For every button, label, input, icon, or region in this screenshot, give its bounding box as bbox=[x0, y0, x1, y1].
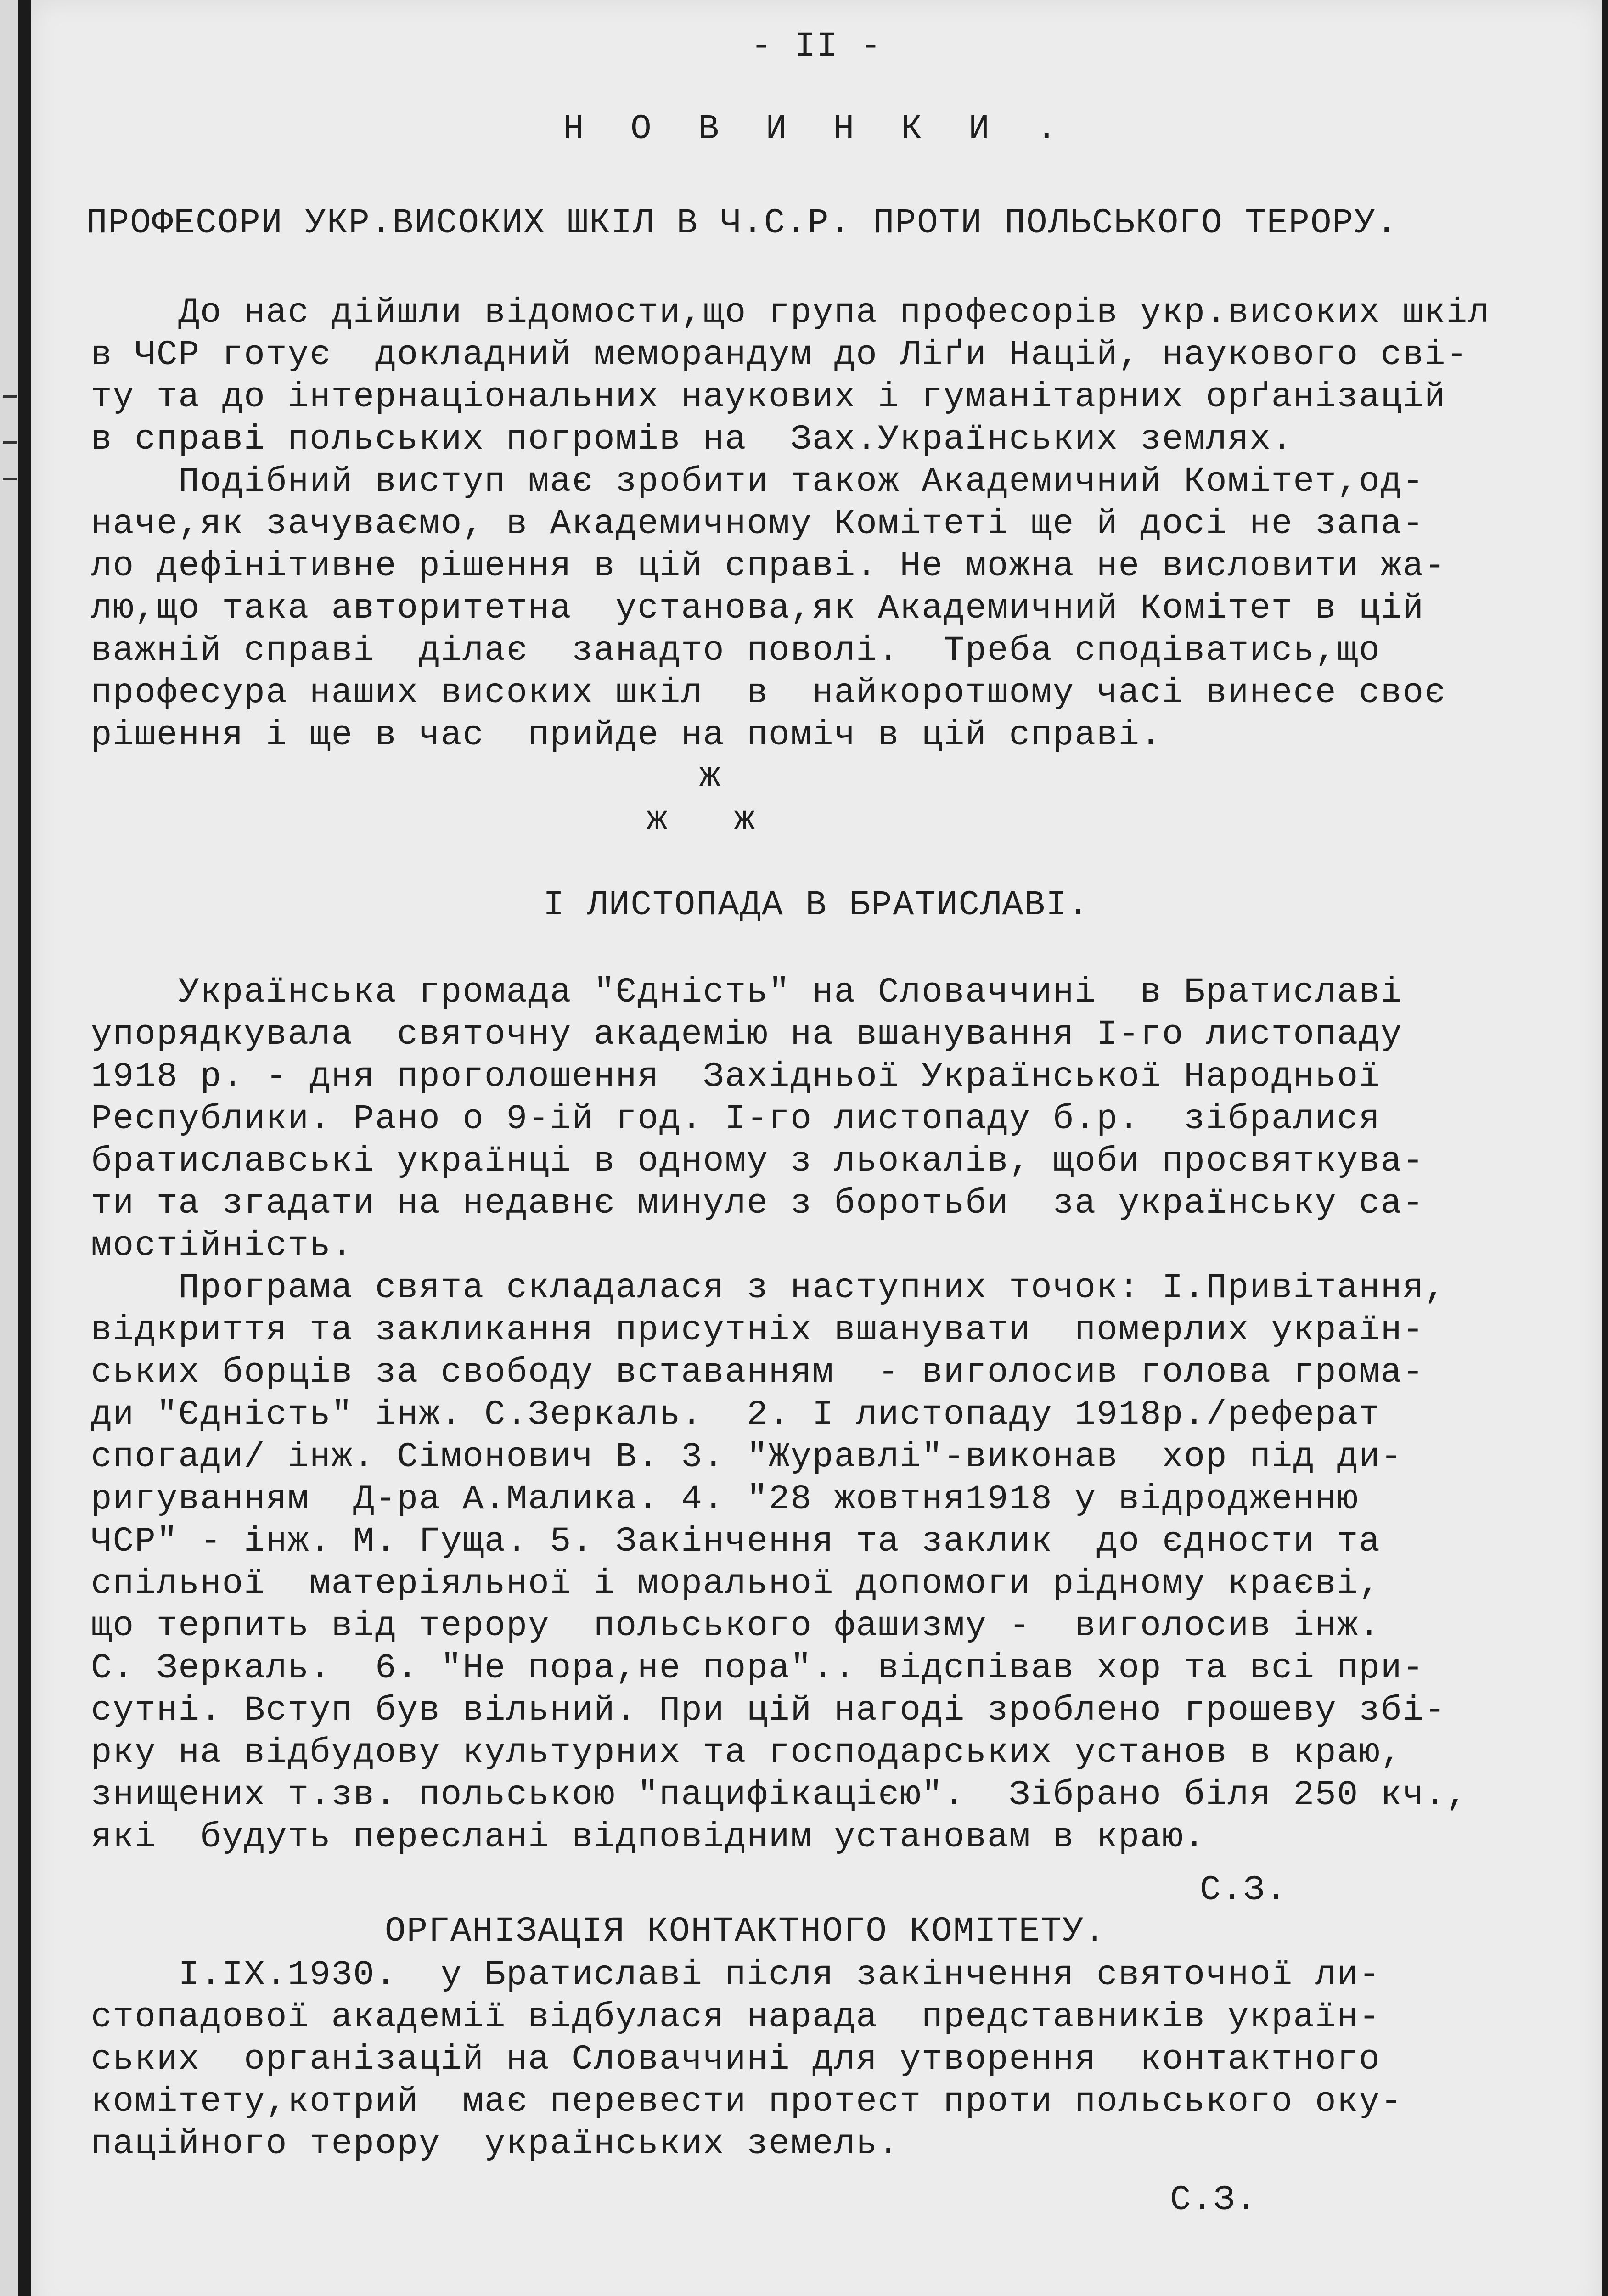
separator-top: ж bbox=[699, 757, 721, 796]
text-line: які будуть переслані відповідним установам в краю. bbox=[91, 1818, 1206, 1857]
text-line: братиславські українці в одному з льокалів, щоби просвяткува- bbox=[91, 1142, 1425, 1181]
text-line: I.IX.1930. у Братиславі після закінчення святочної ли- bbox=[91, 1955, 1381, 1995]
text-line: 1918 р. - дня проголошення Західньої Української Народньої bbox=[91, 1057, 1381, 1097]
text-line: ло дефінітивне рішення в цій справі. Не можна не висловити жа- bbox=[91, 546, 1446, 586]
article-heading-november: I ЛИСТОПАДА В БРАТИСЛАВІ. bbox=[543, 885, 1090, 925]
text-line: професура наших високих шкіл в найкоротшому часі винесе своє bbox=[91, 673, 1446, 713]
signature-committee: С.З. bbox=[1170, 2180, 1258, 2220]
section-title: Н О В И Н К И . bbox=[562, 109, 1070, 149]
text-line: Українська громада "Єдність" на Словаччині в Братиславі bbox=[91, 973, 1403, 1012]
text-line: комітету,котрий має перевести протест проти польського оку- bbox=[91, 2082, 1403, 2122]
text-line: що терпить від терору польського фашизму - виголосив інж. bbox=[91, 1606, 1381, 1646]
text-line: сутні. Вступ був вільний. При цій нагоді зроблено грошеву збі- bbox=[91, 1691, 1446, 1730]
text-line: спогади/ інж. Сімонович В. 3. "Журавлі"-виконав хор під ди- bbox=[91, 1437, 1403, 1477]
text-line: Програма свята складалася з наступних точок: I.Привітання, bbox=[91, 1268, 1446, 1308]
text-line: ригуванням Д-ра А.Малика. 4. "28 жовтня1918 у відродженню bbox=[91, 1480, 1359, 1519]
text-line: ЧСР" - інж. М. Гуща. 5. Закінчення та заклик до єдности та bbox=[91, 1522, 1381, 1561]
text-line: ських організацій на Словаччині для утворення контактного bbox=[91, 2040, 1381, 2079]
text-line: в справі польських погромів на Зах.Українських землях. bbox=[91, 420, 1293, 459]
text-line: паційного терору українських земель. bbox=[91, 2124, 900, 2164]
edge-mark bbox=[3, 478, 17, 480]
text-line: наче,як зачуваємо, в Академичному Комітеті ще й досі не запа- bbox=[91, 504, 1425, 544]
text-line: Подібний виступ має зробити також Академичний Комітет,од- bbox=[91, 462, 1425, 501]
text-line: ту та до інтернаціональних наукових і гуманітарних орґанізацій bbox=[91, 377, 1446, 417]
text-line: в ЧСР готує докладний меморандум до Ліґи Націй, наукового сві- bbox=[91, 335, 1468, 375]
signature-november: С.З. bbox=[1200, 1870, 1288, 1910]
article-heading-professors: ПРОФЕСОРИ УКР.ВИСОКИХ ШКІЛ В Ч.С.Р. ПРОТИ ПОЛЬСЬКОГО ТЕРОРУ. bbox=[86, 203, 1398, 243]
text-line: рку на відбудову культурних та господарських установ в краю, bbox=[91, 1733, 1403, 1773]
text-line: ди "Єдність" інж. С.Зеркаль. 2. I листопаду 1918р./реферат bbox=[91, 1395, 1381, 1435]
text-line: відкриття та закликання присутніх вшанувати померлих україн- bbox=[91, 1311, 1425, 1350]
text-line: упорядкувала святочну академію на вшанування I-го листопаду bbox=[91, 1015, 1403, 1054]
text-line: знищених т.зв. польською "пацифікацією". Зібрано біля 250 кч., bbox=[91, 1775, 1468, 1815]
text-line: лю,що така авторитетна установа,як Академичний Комітет в цій bbox=[91, 589, 1425, 628]
page-number: - II - bbox=[751, 27, 882, 66]
separator-bottom: ж ж bbox=[647, 800, 756, 840]
text-line: важній справі ділає занадто поволі. Треба сподіватись,що bbox=[91, 631, 1381, 670]
article-heading-committee: ОРГАНІЗАЦІЯ КОНТАКТНОГО КОМІТЕТУ. bbox=[385, 1912, 1107, 1951]
text-line: Республики. Рано о 9-ій год. I-го листопаду б.р. зібралися bbox=[91, 1099, 1381, 1139]
text-line: стопадової академії відбулася нарада представників україн- bbox=[91, 1998, 1381, 2037]
edge-mark bbox=[3, 441, 17, 444]
text-line: ських борців за свободу вставанням - виголосив голова грома- bbox=[91, 1353, 1425, 1392]
text-line: рішення і ще в час прийде на поміч в цій справі. bbox=[91, 715, 1162, 755]
text-line: С. Зеркаль. 6. "Не пора,не пора".. відспівав хор та всі при- bbox=[91, 1649, 1425, 1688]
text-line: До нас дійшли відомости,що група професорів укр.високих шкіл bbox=[91, 293, 1490, 332]
text-line: мостійність. bbox=[91, 1226, 354, 1266]
document-page bbox=[31, 0, 1602, 2296]
edge-mark bbox=[3, 395, 17, 398]
film-edge bbox=[0, 0, 18, 2296]
text-line: ти та згадати на недавнє минуле з боротьби за українську са- bbox=[91, 1184, 1425, 1223]
text-line: спільної матеріяльної і моральної допомоги рідному краєві, bbox=[91, 1564, 1381, 1604]
